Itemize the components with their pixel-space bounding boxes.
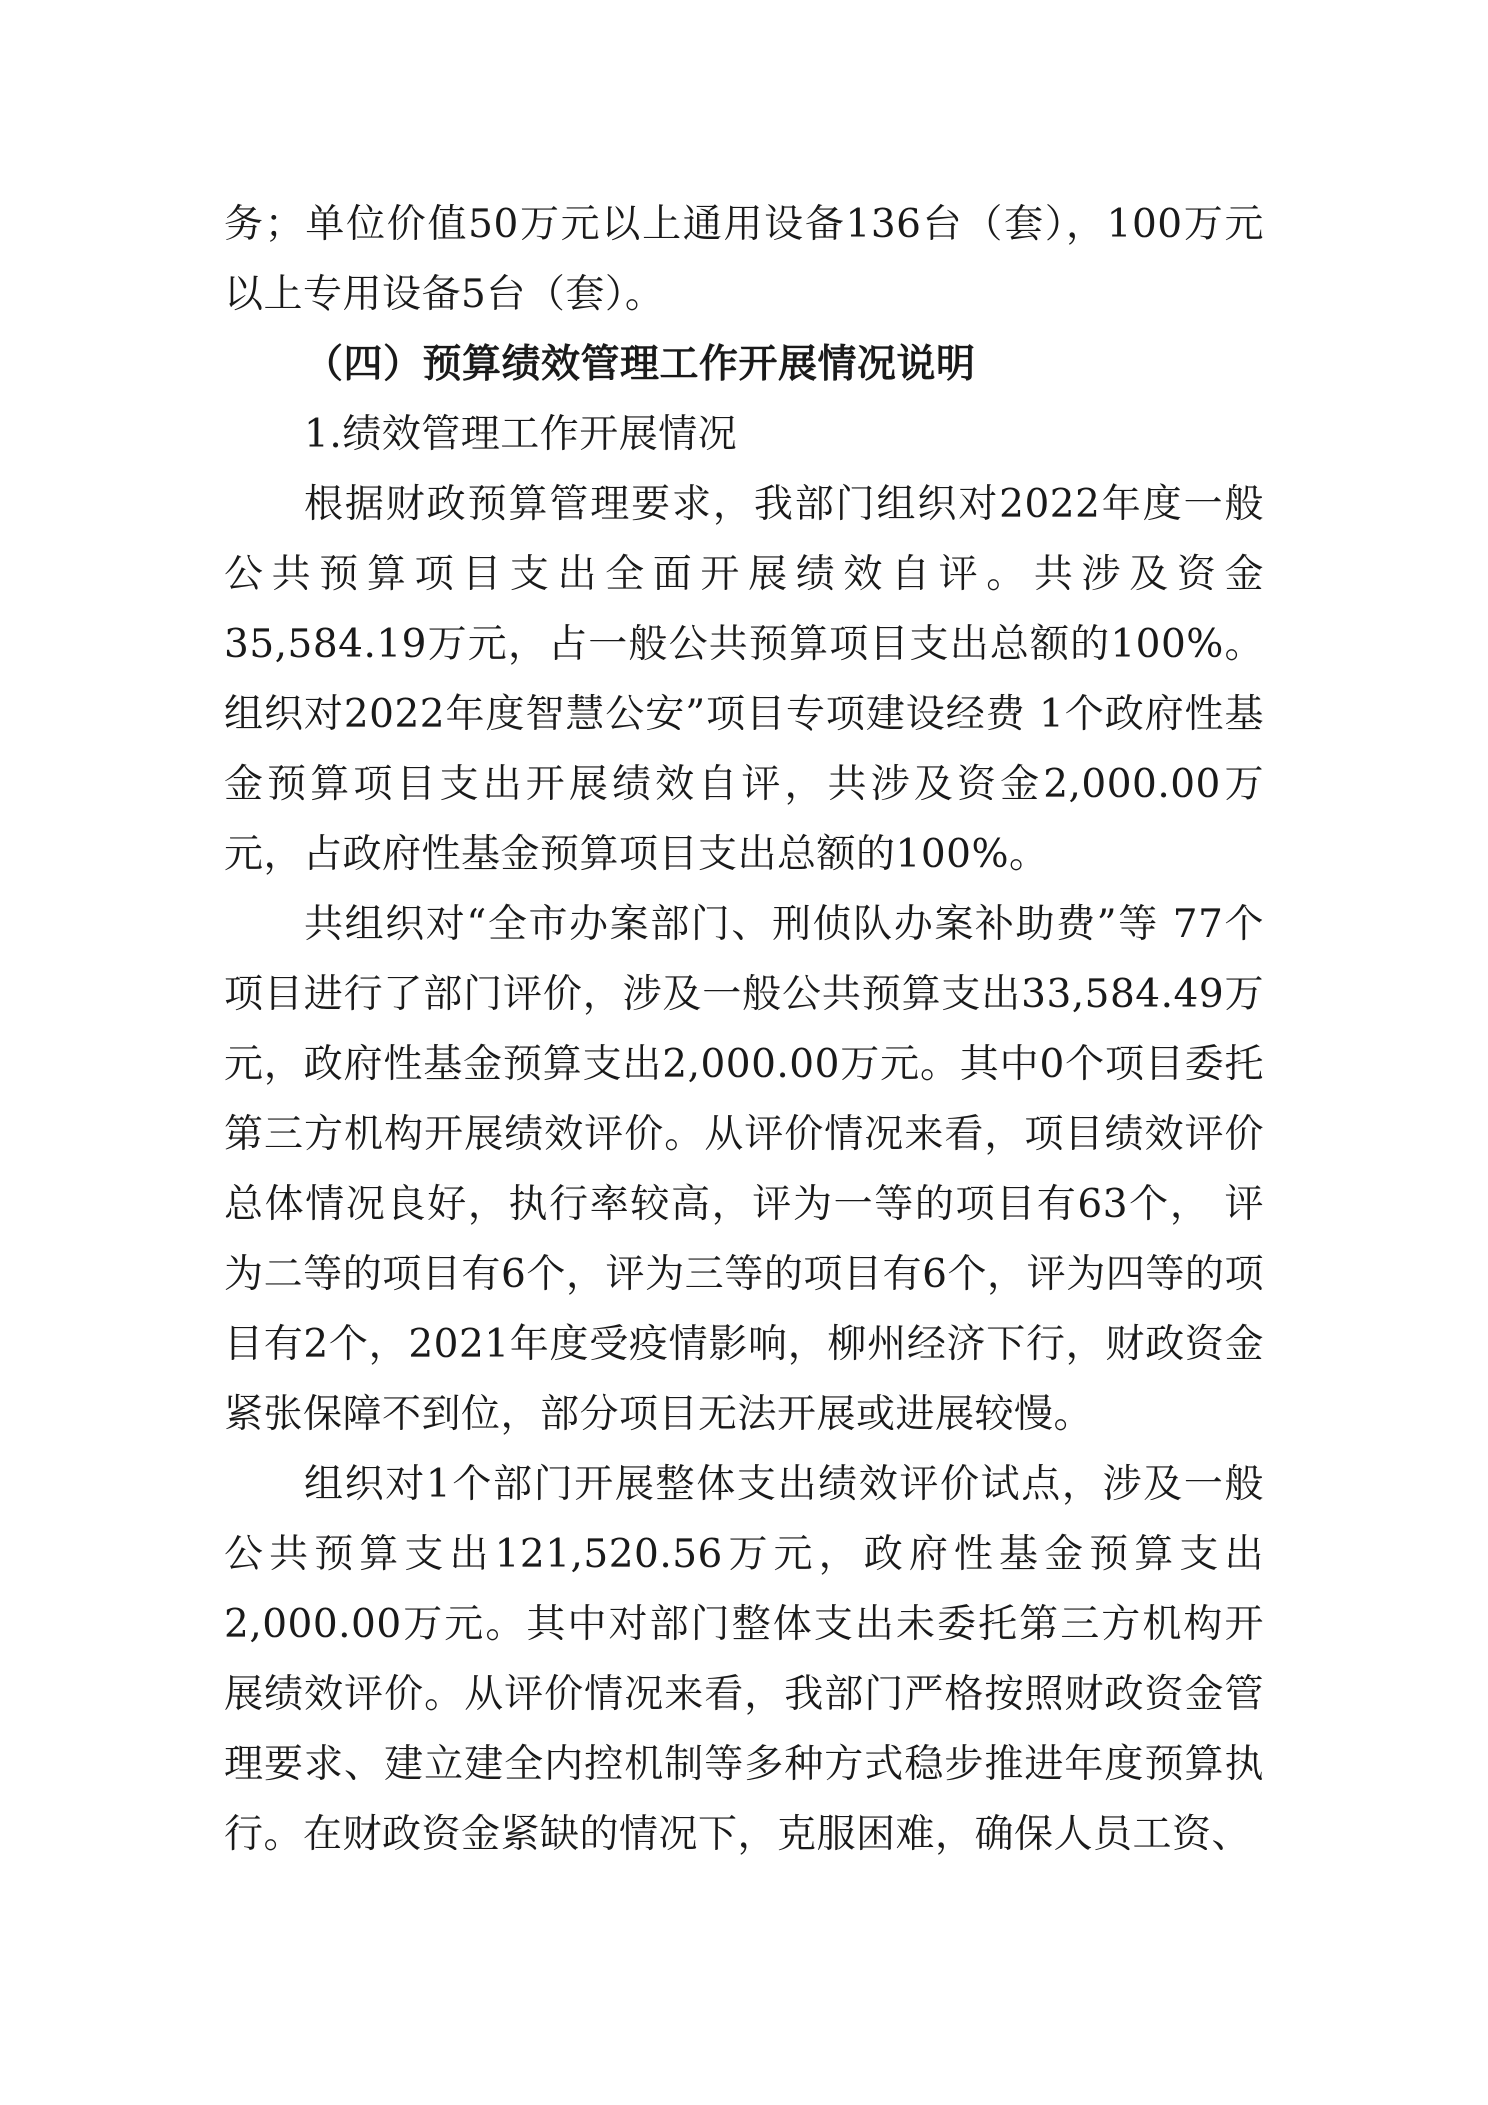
document-body xyxy=(224,190,1264,1870)
section-heading: （四）预算绩效管理工作开展情况说明 xyxy=(304,342,976,387)
continuation-paragraph: 务；单位价值50万元以上通用设备136台（套），100万元以上专用设备5台（套）。 xyxy=(224,202,1264,317)
subheading: 1.绩效管理工作开展情况 xyxy=(304,412,738,457)
paragraph-overall-expenditure: 组织对1个部门开展整体支出绩效评价试点，涉及一般公共预算支出121,520.56万元，政府性基金预算支出2,000.00万元。其中对部门整体支出未委托第三方机构开展绩效评价。从评价情况来看，我部门严格按照财政资金管理要求、建立建全内控机制等多种方式稳步推进年度预算执行。在财政资金紧缺的情况下，克服困难，确保人员工资、 xyxy=(224,1462,1264,1857)
paragraph-self-evaluation: 根据财政预算管理要求，我部门组织对2022年度一般公共预算项目支出全面开展绩效自评。共涉及资金35,584.19万元，占一般公共预算项目支出总额的100%。组织对2022年度智慧公安”项目专项建设经费 1个政府性基金预算项目支出开展绩效自评，共涉及资金2,000.00万元，占政府性基金预算项目支出总额的100%。 xyxy=(224,482,1264,877)
paragraph-project-evaluation: 共组织对“全市办案部门、刑侦队办案补助费”等 77个项目进行了部门评价，涉及一般公共预算支出33,584.49万元，政府性基金预算支出2,000.00万元。其中0个项目委托第三方机构开展绩效评价。从评价情况来看，项目绩效评价总体情况良好，执行率较高，评为一等的项目有63个， 评为二等的项目有6个，评为三等的项目有6个，评为四等的项目有2个，2021年度受疫情影响，柳州经济下行，财政资金紧张保障不到位，部分项目无法开展或进展较慢。 xyxy=(224,902,1264,1437)
